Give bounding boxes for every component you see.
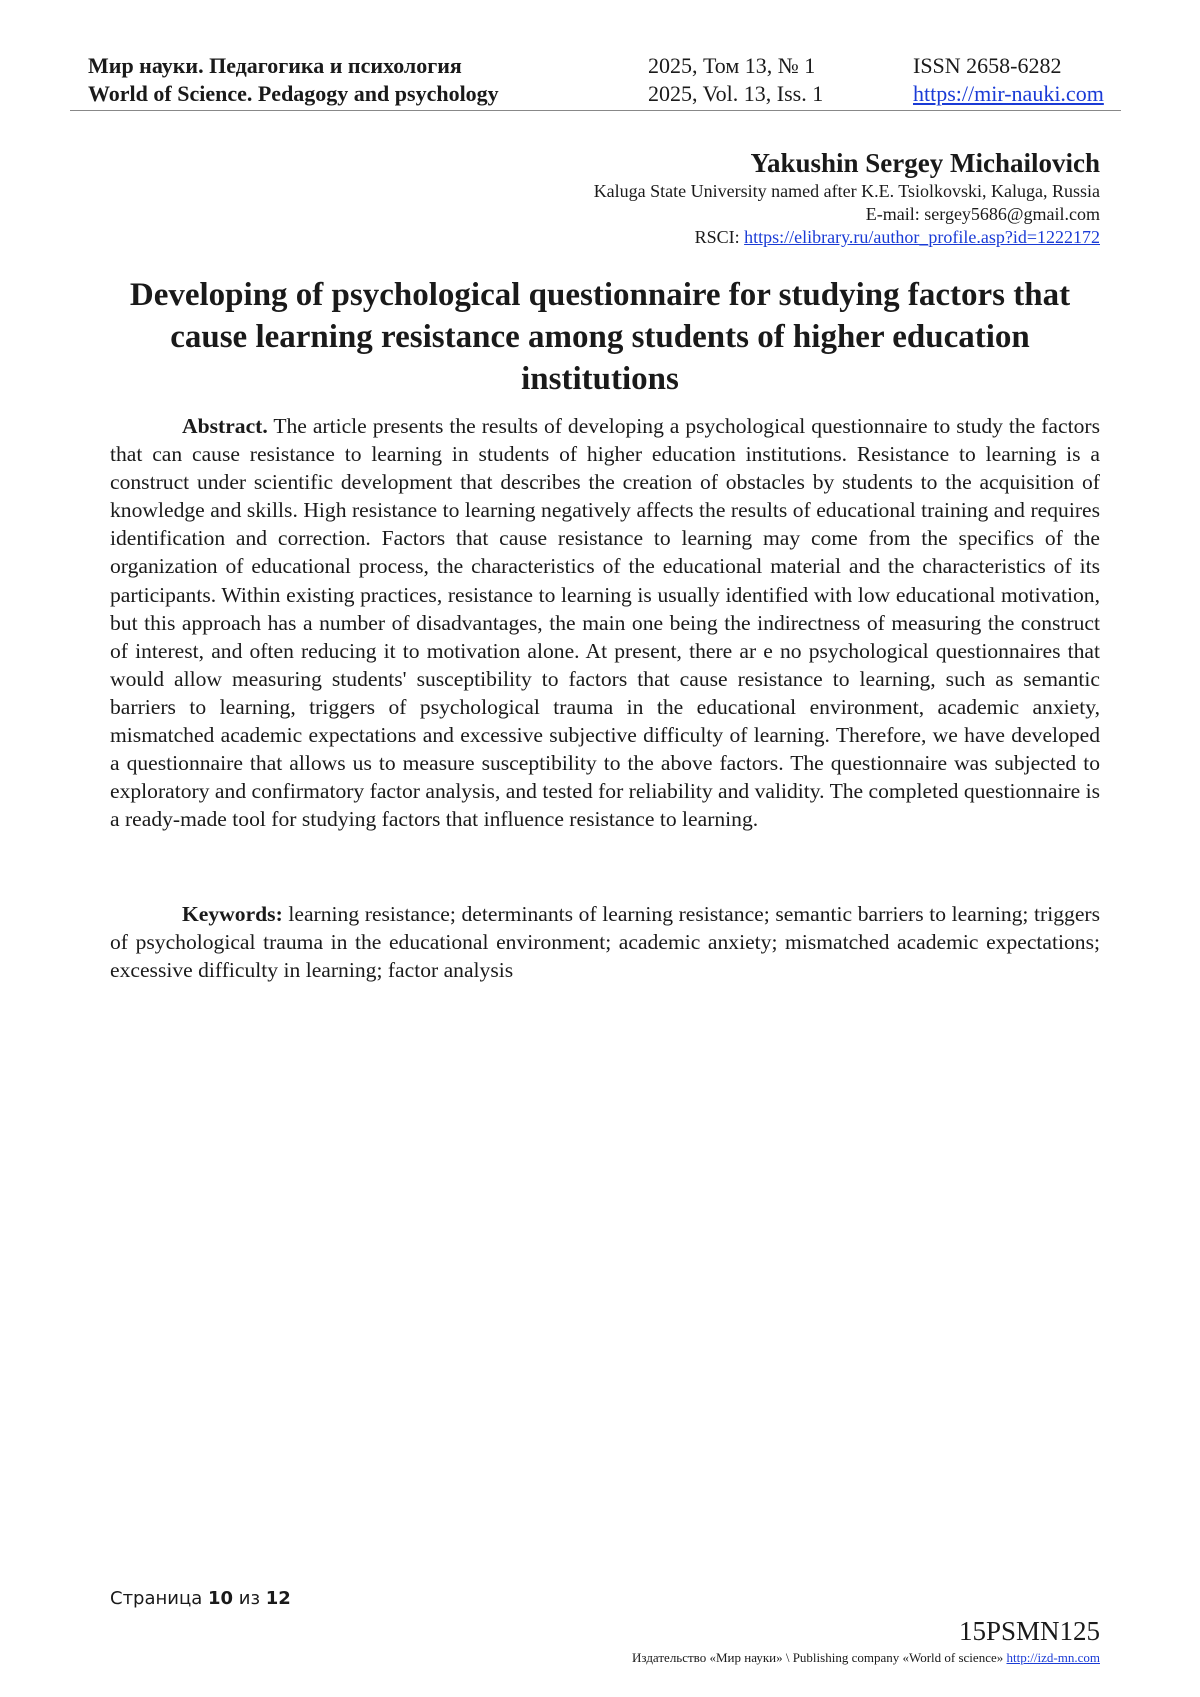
abstract: [110, 412, 1100, 833]
journal-site-link[interactable]: https://mir-nauki.com: [913, 81, 1104, 106]
journal-header: [88, 52, 1120, 108]
author-block: [594, 146, 1100, 249]
article-code: 15PSMN125: [958, 1616, 1100, 1646]
page-total: 12: [265, 1588, 291, 1609]
publisher-link[interactable]: http://izd-mn.com: [1006, 1650, 1100, 1665]
header-divider: [70, 110, 1121, 111]
keywords: [110, 900, 1100, 984]
page-current: 10: [207, 1588, 234, 1609]
author-name: Yakushin Sergey Michailovich: [750, 148, 1100, 178]
page-number: [110, 1588, 291, 1609]
rsci-label: RSCI:: [694, 227, 745, 247]
abstract-text: The article presents the results of developing a psychological questionnaire to study the factors that can cause resistance to learning in students of higher education institutions. Resistance to learning is a construct under scientific development that describes the creation of obstacles by students to the acquisition of knowledge and skills. High resistance to learning negatively affects the results of educational training and requires identification and correction. Factors that cause resistance to learning may come from the specifics of the organization of educational process, the characteristics of the educational material and the characteristics of its participants. Within existing practices, resistance to learning is usually identified with low educational motivation, but this approach has a number of disadvantages, the main one being the indirectness of measuring the construct of interest, and often reducing it to motivation alone. At present, there ar e no psychological questionnaires that would allow measuring students' susceptibility to factors that cause resistance to learning, such as semantic barriers to learning, triggers of psychological trauma in the educational environment, academic anxiety, mismatched academic expectations and excessive subjective difficulty of learning. Therefore, we have developed a questionnaire that allows us to measure susceptibility to the above factors. The questionnaire was subjected to exploratory and confirmatory factor analysis, and tested for reliability and validity. The completed questionnaire is a ready-made tool for studying factors that influence resistance to learning.: [110, 414, 1101, 832]
publisher-line: [632, 1650, 1100, 1666]
issue-ru: 2025, Том 13, № 1: [648, 53, 816, 78]
abstract-label: Abstract.: [182, 414, 268, 438]
publisher-text: Издательство «Мир науки» \ Publishing company «World of science»: [632, 1650, 1007, 1665]
author-affiliation: Kaluga State University named after K.E. Tsiolkovski, Kaluga, Russia: [593, 181, 1100, 201]
rsci-link[interactable]: https://elibrary.ru/author_profile.asp?id=1222172: [744, 227, 1100, 247]
page-prefix: Страница: [110, 1588, 208, 1609]
journal-name-ru: Мир науки. Педагогика и психология: [88, 53, 462, 78]
article-title: Developing of psychological questionnaire for studying factors that cause learning resistance among students of higher education institutions: [129, 277, 1071, 397]
keywords-text: learning resistance; determinants of learning resistance; semantic barriers to learning; triggers of psychological trauma in the educational environment; academic anxiety; mismatched academic expectations; excessive difficulty in learning; factor analysis: [110, 902, 1100, 983]
author-rsci: [594, 226, 1100, 249]
issn: ISSN 2658-6282: [913, 53, 1062, 78]
page-sep: из: [233, 1588, 266, 1609]
journal-name-en: World of Science. Pedagogy and psychology: [88, 81, 499, 106]
header-row-ru: [88, 52, 1120, 80]
issue-en: 2025, Vol. 13, Iss. 1: [648, 81, 824, 106]
header-row-en: [88, 80, 1120, 108]
keywords-label: Keywords:: [182, 902, 283, 926]
author-email: E-mail: sergey5686@gmail.com: [865, 204, 1100, 224]
